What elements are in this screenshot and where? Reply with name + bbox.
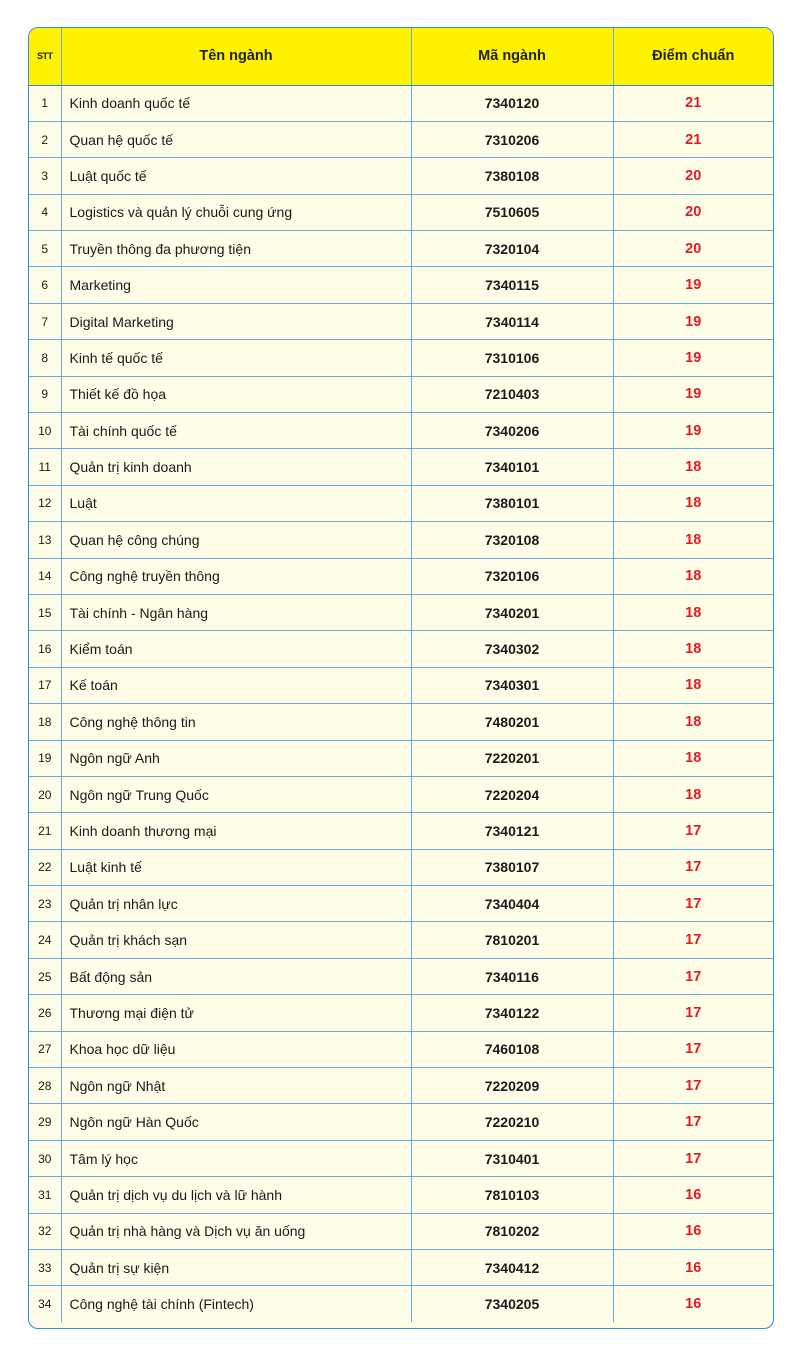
table-row xyxy=(29,485,773,521)
row-major-name: Kinh tế quốc tế xyxy=(61,340,411,376)
row-major-code: 7220204 xyxy=(411,776,613,812)
row-major-code: 7380107 xyxy=(411,849,613,885)
row-cutoff-score: 17 xyxy=(613,886,773,922)
row-major-code: 7460108 xyxy=(411,1031,613,1067)
row-cutoff-score: 19 xyxy=(613,376,773,412)
row-cutoff-score: 16 xyxy=(613,1250,773,1286)
row-stt: 31 xyxy=(29,1177,61,1213)
table-row xyxy=(29,1213,773,1249)
row-major-code: 7810103 xyxy=(411,1177,613,1213)
row-stt: 28 xyxy=(29,1068,61,1104)
row-cutoff-score: 17 xyxy=(613,958,773,994)
row-cutoff-score: 18 xyxy=(613,594,773,630)
row-cutoff-score: 18 xyxy=(613,776,773,812)
row-major-code: 7340302 xyxy=(411,631,613,667)
row-major-name: Bất động sản xyxy=(61,958,411,994)
row-major-code: 7220209 xyxy=(411,1068,613,1104)
row-major-code: 7310206 xyxy=(411,121,613,157)
row-major-name: Digital Marketing xyxy=(61,303,411,339)
table-row xyxy=(29,1104,773,1140)
row-cutoff-score: 21 xyxy=(613,121,773,157)
row-cutoff-score: 17 xyxy=(613,922,773,958)
row-cutoff-score: 16 xyxy=(685,1296,702,1313)
row-stt: 25 xyxy=(29,958,61,994)
table-row xyxy=(29,340,773,376)
row-cutoff-score: 19 xyxy=(613,267,773,303)
table-row xyxy=(29,449,773,485)
row-cutoff-score: 17 xyxy=(613,849,773,885)
header-code: Mã ngành xyxy=(411,28,613,85)
row-stt: 30 xyxy=(29,1140,61,1176)
row-major-name: Quản trị dịch vụ du lịch và lữ hành xyxy=(61,1177,411,1213)
row-stt: 6 xyxy=(29,267,61,303)
row-stt: 27 xyxy=(29,1031,61,1067)
row-stt: 18 xyxy=(29,704,61,740)
row-cutoff-score: 21 xyxy=(613,85,773,121)
row-major-code: 7340201 xyxy=(411,594,613,630)
row-cutoff-score: 18 xyxy=(613,631,773,667)
table-row xyxy=(29,267,773,303)
row-major-name: Luật kinh tế xyxy=(61,849,411,885)
header-score: Điểm chuẩn xyxy=(613,28,773,85)
row-cutoff-score: 20 xyxy=(613,194,773,230)
row-major-name: Ngôn ngữ Nhật xyxy=(61,1068,411,1104)
row-major-name: Quản trị kinh doanh xyxy=(61,449,411,485)
row-cutoff-score: 18 xyxy=(613,704,773,740)
table-row xyxy=(29,1068,773,1104)
row-stt: 20 xyxy=(29,776,61,812)
row-major-code: 7480201 xyxy=(411,704,613,740)
table-row xyxy=(29,776,773,812)
row-cutoff-score: 18 xyxy=(613,667,773,703)
row-major-code: 7510605 xyxy=(411,194,613,230)
table-row xyxy=(29,922,773,958)
header-stt: STT xyxy=(29,28,61,85)
row-stt: 23 xyxy=(29,886,61,922)
row-cutoff-score: 17 xyxy=(613,813,773,849)
table-row xyxy=(29,194,773,230)
row-major-code: 7340101 xyxy=(411,449,613,485)
table-row xyxy=(29,158,773,194)
table-row xyxy=(29,1286,773,1322)
row-stt: 2 xyxy=(29,121,61,157)
row-stt: 24 xyxy=(29,922,61,958)
row-major-name: Ngôn ngữ Trung Quốc xyxy=(61,776,411,812)
table-row xyxy=(29,1140,773,1176)
row-cutoff-score: 16 xyxy=(613,1213,773,1249)
row-major-name: Ngôn ngữ Hàn Quốc xyxy=(61,1104,411,1140)
row-major-name: Kinh doanh quốc tế xyxy=(61,85,411,121)
table-row xyxy=(29,231,773,267)
row-major-code: 7340120 xyxy=(411,85,613,121)
row-cutoff-score: 18 xyxy=(613,449,773,485)
header-name: Tên ngành xyxy=(61,28,411,85)
row-major-code: 7340205 xyxy=(411,1286,613,1322)
row-stt: 4 xyxy=(29,194,61,230)
table-row xyxy=(29,1177,773,1213)
row-stt: 34 xyxy=(29,1286,61,1322)
row-major-code: 7340412 xyxy=(411,1250,613,1286)
row-major-name: Tài chính - Ngân hàng xyxy=(61,594,411,630)
scores-table xyxy=(29,28,773,1322)
row-major-code: 7320104 xyxy=(411,231,613,267)
row-cutoff-score: 17 xyxy=(613,1068,773,1104)
row-stt: 13 xyxy=(29,522,61,558)
table-row xyxy=(29,85,773,121)
row-stt: 19 xyxy=(29,740,61,776)
row-stt: 10 xyxy=(29,413,61,449)
row-major-name: Truyền thông đa phương tiện xyxy=(61,231,411,267)
row-cutoff-score: 19 xyxy=(613,340,773,376)
row-major-name: Kinh doanh thương mại xyxy=(61,813,411,849)
cropped-title-remnant xyxy=(138,0,663,4)
row-major-code: 7380108 xyxy=(411,158,613,194)
row-stt: 26 xyxy=(29,995,61,1031)
row-major-name: Khoa học dữ liệu xyxy=(61,1031,411,1067)
row-major-code: 7340206 xyxy=(411,413,613,449)
table-row xyxy=(29,376,773,412)
row-major-code: 7340122 xyxy=(411,995,613,1031)
table-row xyxy=(29,303,773,339)
row-stt: 32 xyxy=(29,1213,61,1249)
row-stt: 29 xyxy=(29,1104,61,1140)
row-major-code: 7340116 xyxy=(411,958,613,994)
row-stt: 3 xyxy=(29,158,61,194)
row-major-name: Luật quốc tế xyxy=(61,158,411,194)
row-cutoff-score: 16 xyxy=(613,1177,773,1213)
row-major-code: 7320106 xyxy=(411,558,613,594)
row-major-code: 7310106 xyxy=(411,340,613,376)
table-row xyxy=(29,594,773,630)
row-stt: 8 xyxy=(29,340,61,376)
row-major-code: 7810201 xyxy=(411,922,613,958)
row-major-name: Quản trị khách sạn xyxy=(61,922,411,958)
row-major-name: Công nghệ thông tin xyxy=(61,704,411,740)
row-stt: 15 xyxy=(29,594,61,630)
row-stt: 22 xyxy=(29,849,61,885)
row-major-name: Quản trị nhà hàng và Dịch vụ ăn uống xyxy=(61,1213,411,1249)
row-major-name: Luật xyxy=(61,485,411,521)
row-cutoff-score: 18 xyxy=(613,485,773,521)
row-major-code: 7380101 xyxy=(411,485,613,521)
row-major-name: Quan hệ quốc tế xyxy=(61,121,411,157)
row-cutoff-score: 17 xyxy=(613,1104,773,1140)
row-cutoff-score: 18 xyxy=(613,522,773,558)
row-stt: 33 xyxy=(29,1250,61,1286)
row-cutoff-score: 19 xyxy=(613,303,773,339)
row-major-name: Công nghệ truyền thông xyxy=(61,558,411,594)
row-cutoff-score: 18 xyxy=(613,740,773,776)
row-major-code: 7220210 xyxy=(411,1104,613,1140)
row-major-code: 7210403 xyxy=(411,376,613,412)
table-row xyxy=(29,704,773,740)
table-row xyxy=(29,886,773,922)
row-stt: 11 xyxy=(29,449,61,485)
row-cutoff-score: 19 xyxy=(613,413,773,449)
row-cutoff-score: 18 xyxy=(613,558,773,594)
row-stt: 17 xyxy=(29,667,61,703)
row-major-code: 7220201 xyxy=(411,740,613,776)
row-stt: 7 xyxy=(29,303,61,339)
row-major-name: Logistics và quản lý chuỗi cung ứng xyxy=(61,194,411,230)
row-major-name: Marketing xyxy=(61,267,411,303)
admission-scores-table xyxy=(28,27,774,1329)
row-stt: 5 xyxy=(29,231,61,267)
table-row xyxy=(29,958,773,994)
row-major-name: Quan hệ công chúng xyxy=(61,522,411,558)
row-major-name: Kế toán xyxy=(61,667,411,703)
row-major-name: Công nghệ tài chính (Fintech) xyxy=(61,1286,411,1322)
row-cutoff-score: 20 xyxy=(613,231,773,267)
table-row xyxy=(29,813,773,849)
table-row xyxy=(29,667,773,703)
row-major-name: Thiết kế đồ họa xyxy=(61,376,411,412)
table-row xyxy=(29,849,773,885)
row-major-name: Thương mại điện tử xyxy=(61,995,411,1031)
row-major-name: Quản trị nhân lực xyxy=(61,886,411,922)
table-row xyxy=(29,1250,773,1286)
row-cutoff-score: 17 xyxy=(613,1031,773,1067)
row-stt: 14 xyxy=(29,558,61,594)
row-major-name: Quản trị sự kiện xyxy=(61,1250,411,1286)
table-body xyxy=(29,85,773,1322)
row-major-code: 7320108 xyxy=(411,522,613,558)
table-header-row xyxy=(29,28,773,85)
row-stt: 9 xyxy=(29,376,61,412)
table-row xyxy=(29,995,773,1031)
row-cutoff-score: 20 xyxy=(613,158,773,194)
row-major-code: 7340114 xyxy=(411,303,613,339)
row-major-code: 7340404 xyxy=(411,886,613,922)
table-row xyxy=(29,121,773,157)
row-major-code: 7340121 xyxy=(411,813,613,849)
table-row xyxy=(29,1031,773,1067)
row-major-name: Tài chính quốc tế xyxy=(61,413,411,449)
row-stt: 1 xyxy=(29,85,61,121)
table-row xyxy=(29,740,773,776)
row-major-name: Tâm lý học xyxy=(61,1140,411,1176)
table-row xyxy=(29,558,773,594)
row-cutoff-score: 17 xyxy=(613,1140,773,1176)
table-row xyxy=(29,413,773,449)
row-stt: 16 xyxy=(29,631,61,667)
row-stt: 21 xyxy=(29,813,61,849)
row-major-code: 7340115 xyxy=(411,267,613,303)
row-major-code: 7310401 xyxy=(411,1140,613,1176)
table-row xyxy=(29,631,773,667)
row-stt: 12 xyxy=(29,485,61,521)
row-major-code: 7810202 xyxy=(411,1213,613,1249)
row-major-name: Ngôn ngữ Anh xyxy=(61,740,411,776)
row-major-name: Kiểm toán xyxy=(61,631,411,667)
table-row xyxy=(29,522,773,558)
row-cutoff-score: 17 xyxy=(613,995,773,1031)
row-major-code: 7340301 xyxy=(411,667,613,703)
